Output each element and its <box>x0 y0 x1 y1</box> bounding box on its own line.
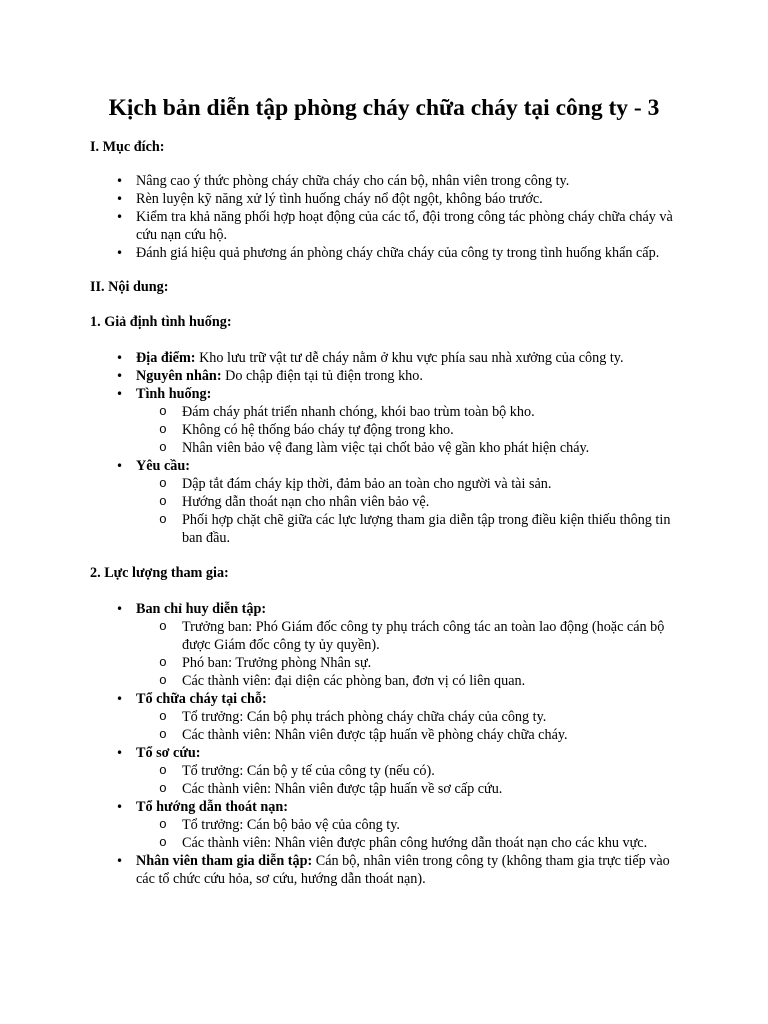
forces-evacuation <box>90 798 678 852</box>
situation-item: o Nhân viên bảo vệ đang làm việc tại chốt bảo vệ gần kho phát hiện cháy. <box>136 439 678 457</box>
subsection-heading-forces: 2. Lực lượng tham gia: <box>90 565 229 581</box>
forces-firefight <box>90 690 678 744</box>
forces-list <box>90 600 678 888</box>
scenario-location <box>90 349 678 367</box>
situation-label: Tình huống: <box>136 386 212 402</box>
purpose-item: • Rèn luyện kỹ năng xử lý tình huống cháy nổ đột ngột, không báo trước. <box>90 190 678 208</box>
location-text: Kho lưu trữ vật tư dễ cháy nằm ở khu vực phía sau nhà xưởng của công ty. <box>195 350 624 366</box>
forces-staff <box>90 852 678 888</box>
staff-text: Cán bộ, nhân viên trong công ty (không tham gia trực tiếp vào các tổ chức cứu hỏa, sơ cứu, hướng dẫn thoát nạn). <box>136 853 670 887</box>
requirement-item: o Phối hợp chặt chẽ giữa các lực lượng tham gia diễn tập trong điều kiện thiếu thông tin ban đầu. <box>136 511 678 547</box>
command-list <box>136 618 678 690</box>
cause-text: Do chập điện tại tủ điện trong kho. <box>221 368 423 384</box>
requirement-item: o Dập tắt đám cháy kịp thời, đảm bảo an toàn cho người và tài sản. <box>136 475 678 493</box>
evac-list <box>136 816 678 852</box>
firefight-item: o Các thành viên: Nhân viên được tập huấn về phòng cháy chữa cháy. <box>136 726 678 744</box>
requirement-item: o Hướng dẫn thoát nạn cho nhân viên bảo vệ. <box>136 493 678 511</box>
situation-list <box>136 403 678 457</box>
purpose-list <box>90 172 678 262</box>
requirement-list <box>136 475 678 547</box>
firstaid-item: o Tổ trưởng: Cán bộ y tế của công ty (nếu có). <box>136 762 678 780</box>
purpose-item: • Kiểm tra khả năng phối hợp hoạt động của các tổ, đội trong công tác phòng cháy chữa cháy và cứu nạn cứu hộ. <box>90 208 678 244</box>
purpose-item: • Đánh giá hiệu quả phương án phòng cháy chữa cháy của công ty trong tình huống khẩn cấp. <box>90 244 678 262</box>
firefight-item: o Tổ trưởng: Cán bộ phụ trách phòng cháy chữa cháy của công ty. <box>136 708 678 726</box>
command-item: o Trưởng ban: Phó Giám đốc công ty phụ trách công tác an toàn lao động (hoặc cán bộ được Giám đốc công ty ủy quyền). <box>136 618 678 654</box>
section-heading-content: II. Nội dung: <box>90 279 169 295</box>
scenario-situation <box>90 385 678 457</box>
scenario-cause <box>90 367 678 385</box>
situation-item: o Đám cháy phát triển nhanh chóng, khói bao trùm toàn bộ kho. <box>136 403 678 421</box>
section-heading-purpose: I. Mục đích: <box>90 139 165 155</box>
firstaid-item: o Các thành viên: Nhân viên được tập huấn về sơ cấp cứu. <box>136 780 678 798</box>
evac-item: o Tổ trưởng: Cán bộ bảo vệ của công ty. <box>136 816 678 834</box>
firstaid-list <box>136 762 678 798</box>
command-item: o Các thành viên: đại diện các phòng ban, đơn vị có liên quan. <box>136 672 678 690</box>
purpose-item: • Nâng cao ý thức phòng cháy chữa cháy cho cán bộ, nhân viên trong công ty. <box>90 172 678 190</box>
subsection-heading-scenario: 1. Giả định tình huống: <box>90 314 232 330</box>
firefight-label: Tổ chữa cháy tại chỗ: <box>136 691 267 707</box>
command-label: Ban chỉ huy diễn tập: <box>136 601 267 617</box>
requirement-label: Yêu cầu: <box>136 458 190 474</box>
cause-label: Nguyên nhân: <box>136 368 222 384</box>
document-title: Kịch bản diễn tập phòng cháy chữa cháy tại công ty - 3 <box>108 95 660 121</box>
evac-item: o Các thành viên: Nhân viên được phân công hướng dẫn thoát nạn cho các khu vực. <box>136 834 678 852</box>
evac-label: Tổ hướng dẫn thoát nạn: <box>136 799 288 815</box>
location-label: Địa điểm: <box>136 350 196 366</box>
firstaid-label: Tổ sơ cứu: <box>136 745 201 761</box>
forces-firstaid <box>90 744 678 798</box>
command-item: o Phó ban: Trưởng phòng Nhân sự. <box>136 654 678 672</box>
situation-item: o Không có hệ thống báo cháy tự động trong kho. <box>136 421 678 439</box>
firefight-list <box>136 708 678 744</box>
scenario-requirement <box>90 457 678 547</box>
scenario-list <box>90 349 678 547</box>
staff-label: Nhân viên tham gia diễn tập: <box>136 853 313 869</box>
forces-command <box>90 600 678 690</box>
